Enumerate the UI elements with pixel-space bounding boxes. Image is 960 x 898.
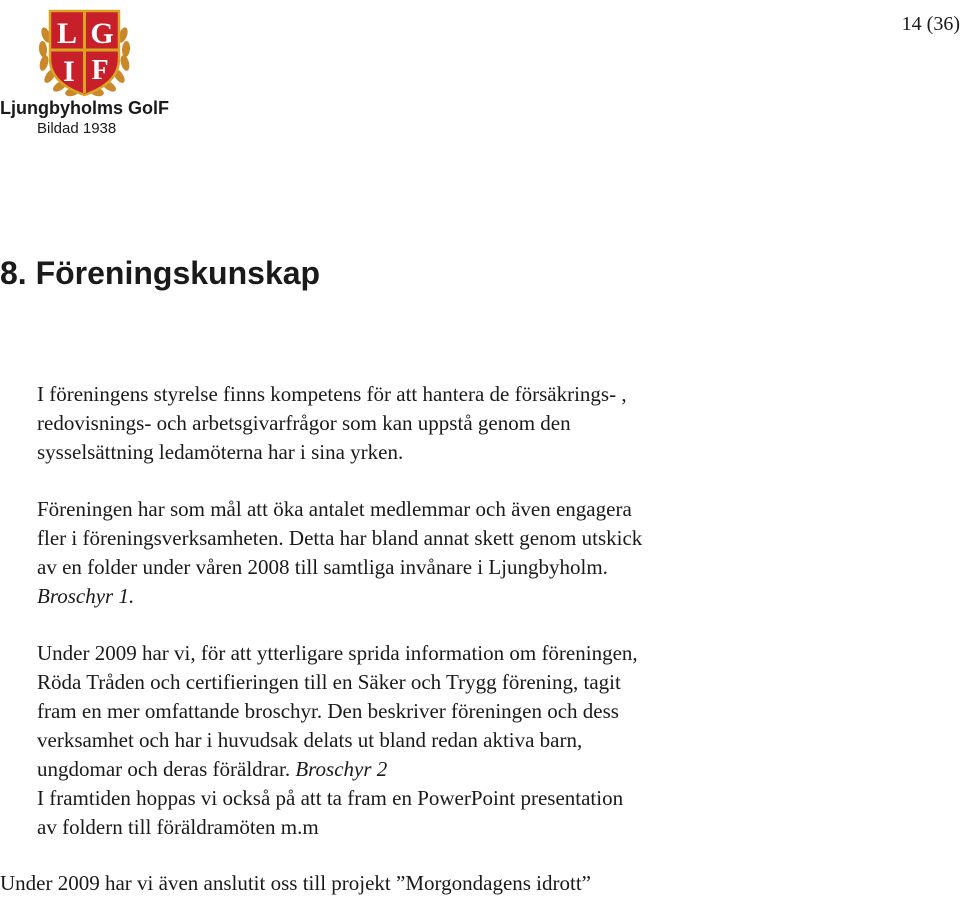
logo-letter-l: L <box>56 17 78 50</box>
brochure-reference: Broschyr 2 <box>295 757 388 781</box>
club-logo <box>36 7 133 99</box>
club-founded: Bildad 1938 <box>37 120 117 137</box>
text-line: redovisnings- och arbetsgivarfrågor som kan uppstå genom den <box>37 411 571 435</box>
paragraph-brochure-2009 <box>37 639 638 842</box>
page-number: 14 (36) <box>901 13 960 35</box>
text-line: I föreningens styrelse finns kompetens för att hantera de försäkrings- , <box>37 382 627 406</box>
paragraph-membership-goal <box>37 495 642 611</box>
text-line: av foldern till föräldramöten m.m <box>37 815 319 839</box>
text-line: fram en mer omfattande broschyr. Den beskriver föreningen och dess <box>37 699 619 723</box>
text-line: I framtiden hoppas vi också på att ta fram en PowerPoint presentation <box>37 786 624 810</box>
text-line: Röda Tråden och certifieringen till en Säker och Trygg förening, tagit <box>37 670 621 694</box>
text-line: fler i föreningsverksamheten. Detta har bland annat skett genom utskick <box>37 526 643 550</box>
text-line <box>37 755 638 784</box>
club-name: Ljungbyholms GolF <box>0 98 169 118</box>
text-line <box>37 582 642 611</box>
section-title: 8. Föreningskunskap <box>0 255 321 291</box>
paragraph-insurance-competence <box>37 380 627 467</box>
text-line: av en folder under våren 2008 till samtliga invånare i Ljungbyholm. <box>37 555 608 579</box>
brochure-reference: Broschyr 1. <box>37 584 135 608</box>
logo-letter-g: G <box>90 17 114 50</box>
logo-letter-i: I <box>63 55 75 88</box>
paragraph-morgondagens-idrott: Under 2009 har vi även anslutit oss till projekt ”Morgondagens idrott” <box>0 871 592 895</box>
text-line: sysselsättning ledamöterna har i sina yrken. <box>37 440 404 464</box>
logo-letter-f: F <box>91 55 109 86</box>
text-line: Under 2009 har vi, för att ytterligare sprida information om föreningen, <box>37 641 638 665</box>
text-line: Föreningen har som mål att öka antalet medlemmar och även engagera <box>37 497 632 521</box>
text-segment: ungdomar och deras föräldrar. <box>37 757 291 781</box>
text-line: verksamhet och har i huvudsak delats ut bland redan aktiva barn, <box>37 728 583 752</box>
